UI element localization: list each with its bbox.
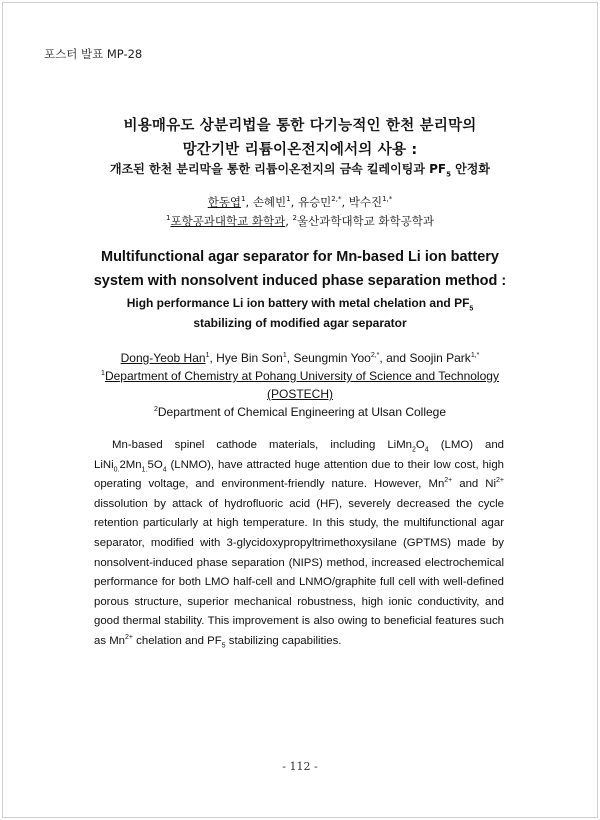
english-subtitle-line2: stabilizing of modified agar separator bbox=[193, 316, 407, 330]
korean-subtitle-text: 개조된 한천 분리막을 통한 리튬이온전지의 금속 킬레이팅과 PF bbox=[110, 162, 447, 176]
english-title-line2: system with nonsolvent induced phase separation method : bbox=[93, 273, 507, 289]
author-sup: 1 bbox=[205, 352, 210, 359]
author-sup: 2,* bbox=[331, 195, 342, 204]
korean-affil1: 포항공과대학교 화학과 bbox=[170, 214, 286, 228]
korean-title-line2: 망간기반 리튬이온전지에서의 사용 : bbox=[182, 142, 418, 158]
korean-affil2: 울산과학대학교 화학공학과 bbox=[297, 214, 434, 228]
author-name: Hye Bin Son bbox=[216, 351, 283, 365]
author-sup: 1 bbox=[241, 195, 246, 204]
english-subtitle-text: High performance Li ion battery with metal chelation and PF bbox=[126, 296, 470, 310]
author-name: 유승민 bbox=[297, 195, 332, 209]
author-sep: , bbox=[245, 195, 253, 209]
korean-authors bbox=[0, 194, 600, 210]
english-subtitle-subscript: 5 bbox=[469, 305, 474, 313]
page-number: - 112 - bbox=[282, 760, 318, 773]
affil-sup: 2 bbox=[292, 214, 298, 223]
author-sup: 1,* bbox=[470, 352, 480, 359]
english-title-line1: Multifunctional agar separator for Mn-based Li ion battery bbox=[101, 249, 499, 265]
affil-sup: 1 bbox=[101, 370, 105, 377]
english-affil1-text: Department of Chemistry at Pohang University of Science and Technology bbox=[104, 369, 499, 383]
author-sup: 1,* bbox=[382, 195, 393, 204]
english-affil1-line1 bbox=[0, 369, 600, 383]
korean-subtitle-end: 안정화 bbox=[450, 162, 490, 176]
korean-subtitle bbox=[0, 160, 600, 177]
session-label: 포스터 발표 MP-28 bbox=[44, 47, 143, 61]
author-name: Dong-Yeob Han bbox=[120, 351, 206, 365]
author-name: Soojin Park bbox=[409, 351, 471, 365]
author-name: Seungmin Yoo bbox=[293, 351, 371, 365]
author-sup: 1 bbox=[286, 195, 291, 204]
author-sup: 1 bbox=[282, 352, 287, 359]
english-affil2-text: Department of Chemical Engineering at Ulsan College bbox=[157, 405, 447, 419]
author-sep: , bbox=[290, 195, 298, 209]
author-sup: 2,* bbox=[370, 352, 380, 359]
author-sep: , bbox=[286, 351, 294, 365]
affil-sup: 2 bbox=[153, 406, 158, 413]
abstract-paragraph: Mn-based spinel cathode materials, including $LiMn_2O_4$ (LMO) and $LiNi_{0.}2Mn_{1.}5O_4$ (LNMO), have attracted huge attention due to their low cost, high operating voltage, and environment-friendly nature. However, $Mn^{2+}$ and $Ni^{2+}$ dissolution by attack of hydrofluoric acid (HF), severely decreased the cycle retention particularly at high temperature. In this study, the multifunctional agar separator, modified with 3-glycidoxypropyltrimethoxysilane (GPTMS) made by nonsolvent-induced phase separation (NIPS) method, increased electrochemical performance for both LMO half-cell and LNMO/graphite full cell with well-defined porous structure, superior mechanical robustness, high ionic conductivity, and good thermal stability. This improvement is also owing to beneficial features such as $Mn^{2+}$ chelation and $PF_5$ stabilizing capabilities. bbox=[94, 439, 504, 650]
korean-title-line1: 비용매유도 상분리법을 통한 다기능적인 한천 분리막의 bbox=[123, 118, 477, 134]
author-name: 손혜빈 bbox=[252, 195, 287, 209]
english-affil1-line2: (POSTECH) bbox=[267, 387, 333, 401]
author-sep: , and bbox=[379, 351, 410, 365]
author-sep: , bbox=[209, 351, 217, 365]
korean-affiliations bbox=[0, 213, 600, 229]
korean-subtitle-subscript: 5 bbox=[446, 170, 451, 179]
english-affil2 bbox=[0, 405, 600, 419]
author-name: 박수진 bbox=[348, 195, 383, 209]
affil-sup: 1 bbox=[166, 214, 171, 223]
english-subtitle-line1 bbox=[0, 296, 600, 313]
author-name: 한동엽 bbox=[207, 195, 242, 209]
english-authors bbox=[0, 351, 600, 365]
affil-sep: , bbox=[285, 214, 293, 228]
author-sep: , bbox=[341, 195, 349, 209]
